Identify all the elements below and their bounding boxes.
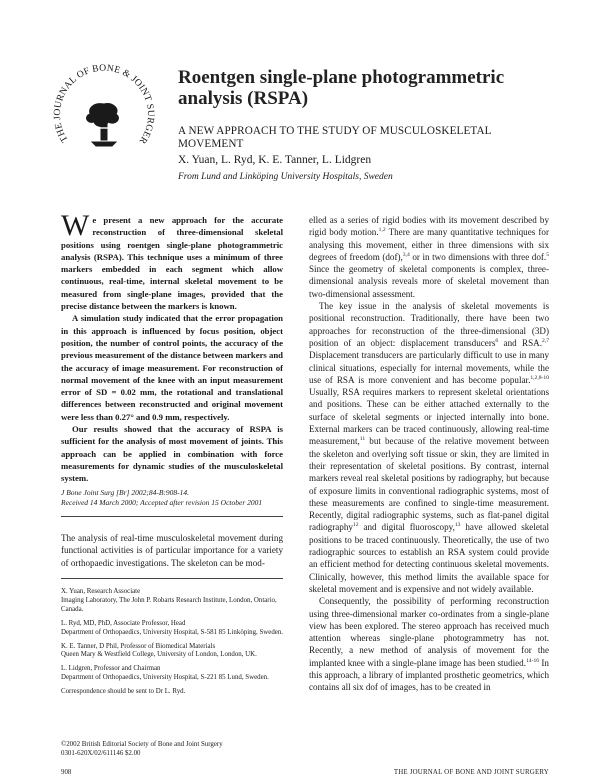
footnote: K. E. Tanner, D Phil, Professor of Biomedical Materials Queen Mary & Westfield College, University of London, London, UK.: [61, 642, 257, 659]
article-title: Roentgen single-plane photogrammetric analysis (RSPA): [178, 67, 505, 109]
correspondence-note: Correspondence should be sent to Dr L. Ryd.: [61, 688, 186, 696]
divider: [61, 516, 283, 517]
author-list: X. Yuan, L. Ryd, K. E. Tanner, L. Lidgren: [178, 154, 372, 166]
abstract-paragraph: We present a new approach for the accurate reconstruction of three-dimensional skeletal positions using roentgen single-plane photogrammetric analysis (RSPA). This technique uses a minimum of three markers embedded in each segment which allow continuous, real-time, internal skeletal movement to be measured from single-plane images, provided that the precise distance between the markers is known.: [61, 209, 283, 312]
affiliation: From Lund and Linköping University Hospitals, Sweden: [178, 172, 393, 182]
svg-text:THE JOURNAL OF BONE & JOINT SU: THE JOURNAL OF BONE & JOINT SURGER: [51, 62, 157, 146]
drop-cap: W: [61, 209, 90, 242]
article-subtitle: A NEW APPROACH TO THE STUDY OF MUSCULOSKELETAL MOVEMENT: [178, 125, 492, 150]
right-column: [309, 214, 549, 694]
abstract: [61, 209, 283, 485]
citation: J Bone Joint Surg [Br] 2002;84-B:908-14. Received 14 March 2000; Accepted after revision 15 October 2001: [61, 488, 263, 507]
footnote: X. Yuan, Research Associate Imaging Laboratory, The John P. Robarts Research Institute, London, Ontario, Canada.: [61, 588, 277, 613]
journal-logo-image: [48, 58, 160, 170]
body-paragraph: The key issue in the analysis of skeletal movements is positional reconstruction. Traditionally, there have been two approaches for reconstruction of the three-dimensional (3D) position of an object: displacement transducers$^6$ and RSA.$^{2,7}$ Displacement transducers are particularly difficult to use in many clinical situations, especially for internal movements, while the use of RSA is more convenient and has become popular.$^{1,2,8-10}$ Usually, RSA requires markers to represent skeletal orientations and positions. These can be either attached externally to the surface of skeletal segments or injected internally into bone. External markers can be traced continuously, allowing real-time measurement,$^{11}$ but because of the relative movement between the skeleton and overlying soft tissue or skin, they are limited in their representation of skeletal positions. By contrast, internal markers reveal real skeletal positions by radiography, but because of exposure limits in conventional radiographic systems, most of these measurements are confined to single-time measurement. Recently, digital radiographic systems, such as flat-panel digital radiography$^{12}$ and digital fluoroscopy,$^{13}$ have allowed skeletal positions to be traced continuously. Theoretically, the use of two radiographic sources to establish an RSA system could provide an efficient method for detecting continuous skeletal movements. Clinically, however, this method limits the available space for skeletal movement and is expensive and not widely available.: [309, 301, 549, 594]
abstract-paragraph: Our results showed that the accuracy of RSPA is sufficient for the analysis of most movement of joints. This approach can be applied in combination with force measurements for dynamic studies of the musculoskeletal system.: [61, 424, 283, 484]
journal-logo: [48, 58, 160, 170]
intro-paragraph: The analysis of real-time musculoskeletal movement during functional activities is of particular importance for a variety of orthopaedic investigations. The skeleton can be mod-: [61, 533, 283, 568]
tree-emblem-icon: [87, 104, 119, 146]
author-footnotes: [61, 588, 283, 702]
running-footer: THE JOURNAL OF BONE AND JOINT SURGERY: [393, 769, 549, 776]
body-paragraph: Consequently, the possibility of performing reconstruction using three-dimensional marker co-ordinates from a single-plane view has been explored. The stereo approach has received much attention whereas single-plane photogrammetry has not. Recently, a new method of analysis of movement for the implanted knee with a single-plane image has been studied.$^{14-16}$ In this approach, a library of implanted prosthetic geometrics, which contains all six dof of images, has to be created in: [309, 596, 549, 693]
page-number: 908: [61, 769, 72, 776]
footnote: L. Ryd, MD, PhD, Associate Professor, Head Department of Orthopaedics, University Hospital, S-581 85 Linköping, Sweden.: [61, 619, 283, 636]
body-paragraph: elled as a series of rigid bodies with its movement described by rigid body motion.$^{1,2}$ There are many quantitative techniques for analysing this movement, either in three dimensions with six degrees of freedom (dof),$^{3,4}$ or in two dimensions with three dof.$^5$ Since the geometry of skeletal components is complex, three-dimensional analysis reveals more of skeletal movement than two-dimensional assessment.: [309, 215, 550, 299]
divider: [61, 578, 283, 579]
copyright: ©2002 British Editorial Society of Bone and Joint Surgery 0301-620X/02/611146 $2.00: [61, 741, 223, 757]
footnote: L. Lidgren, Professor and Chairman Department of Orthopaedics, University Hospital, S-221 85 Lund, Sweden.: [61, 665, 269, 682]
abstract-paragraph: A simulation study indicated that the error propagation in this approach is influenced by focus position, object position, the number of control points, the accuracy of the previous measurement of the distance between markers and the accuracy of image measurement. For reconstruction of normal movement of the knee with an input measurement error of SD = 0.02 mm, the rotational and translational differences between reconstructed and original movement were less than 0.27° and 0.9 mm, respectively.: [61, 313, 283, 422]
